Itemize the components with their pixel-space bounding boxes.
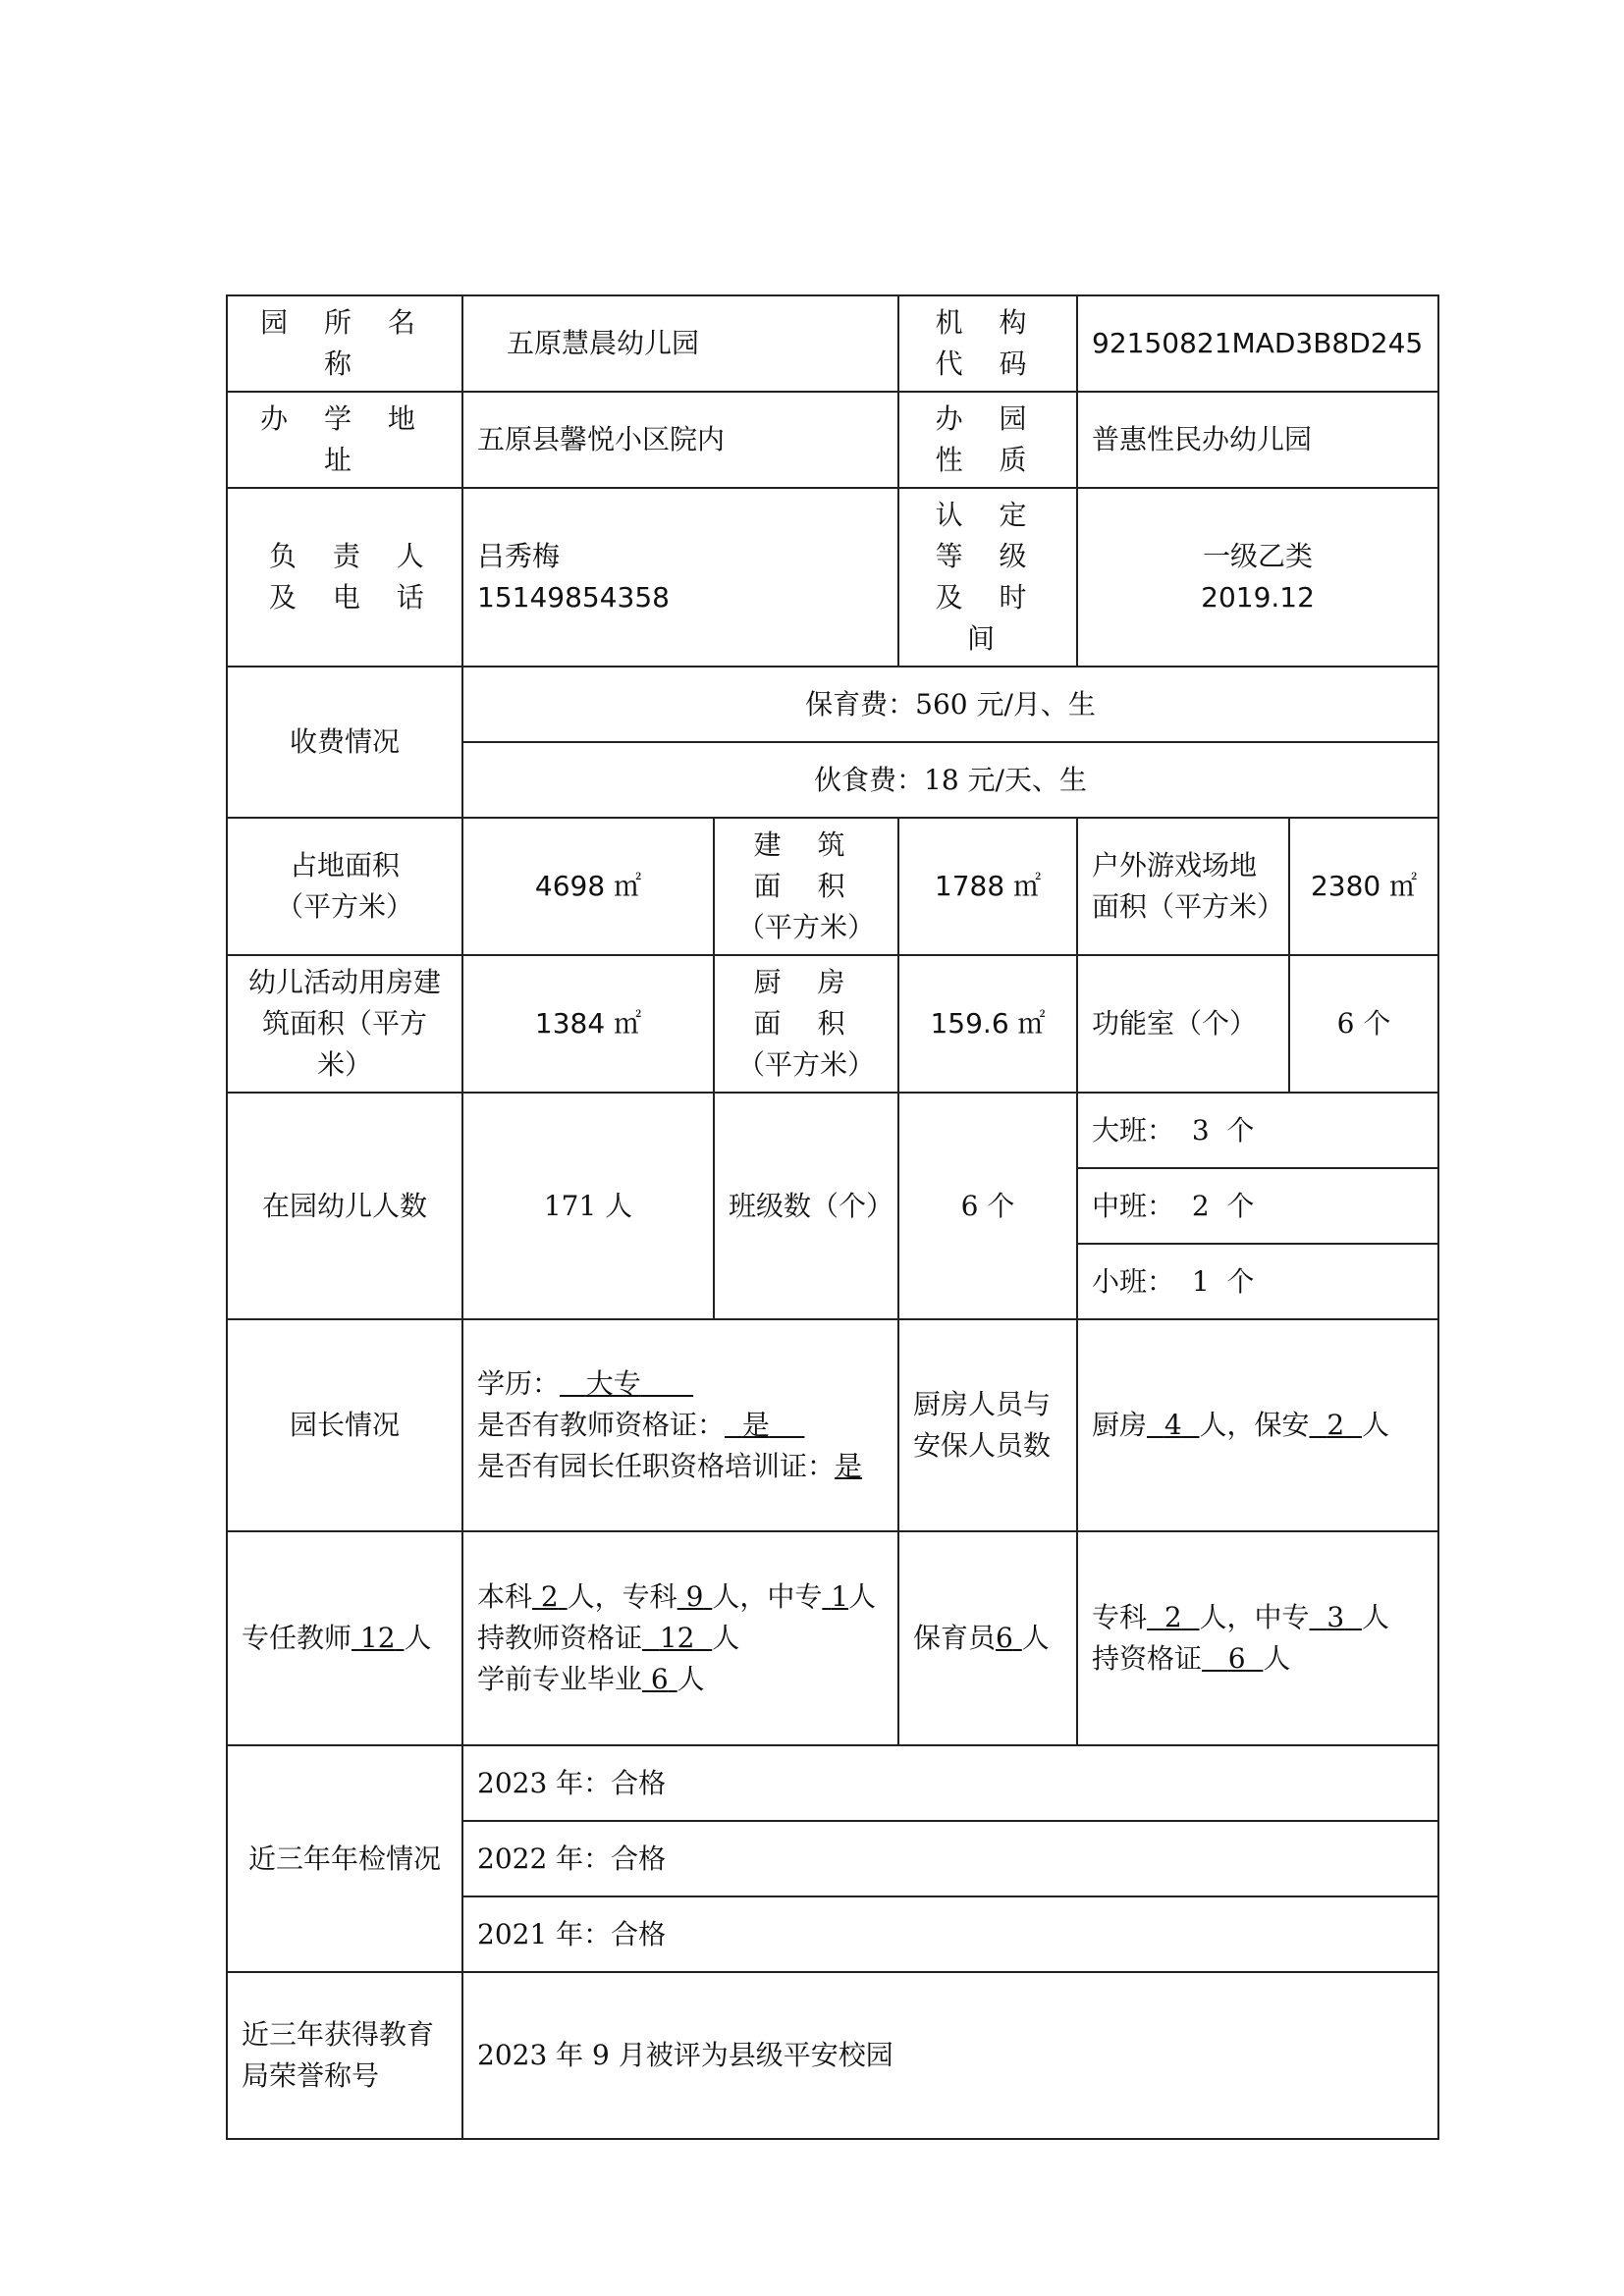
training-cert-prefix: 是否有园长任职资格培训证： [477, 1450, 836, 1482]
nurse-college-prefix: 专科 [1092, 1601, 1148, 1633]
grade-label-line2: 及 时 间 [935, 581, 1041, 655]
education-prefix: 学历： [477, 1367, 561, 1400]
teachers-cert-prefix: 持教师资格证 [477, 1622, 643, 1654]
class-count-value: 6 个 [898, 1093, 1077, 1319]
org-code-value: 92150821MAD3B8D245 [1077, 295, 1438, 392]
honors-label [227, 1972, 462, 2139]
nurses-label [898, 1531, 1077, 1745]
principal-training-cert [477, 1446, 884, 1487]
outdoor-area-label-line1: 户外游戏场地 [1092, 849, 1258, 881]
nurse-college-count: 2 [1164, 1601, 1182, 1633]
inspection-2023: 2023 年：合格 [462, 1745, 1438, 1821]
fees-label: 收费情况 [227, 667, 462, 818]
inspection-2021: 2021 年：合格 [462, 1896, 1438, 1972]
nurses-cert [1092, 1638, 1424, 1680]
function-room-value: 6 个 [1289, 955, 1438, 1093]
education-value: 大专 [585, 1367, 641, 1400]
outdoor-area-label [1077, 818, 1289, 955]
leader-value [462, 488, 898, 667]
staff-label-line2: 安保人员数 [913, 1429, 1052, 1462]
principal-teacher-cert [477, 1405, 884, 1446]
nurses-label-prefix: 保育员 [913, 1622, 997, 1654]
grade-label-line1: 认 定 等 级 [935, 499, 1041, 572]
teacher-cert-value: 是 [741, 1409, 770, 1441]
nurses-details [1077, 1531, 1438, 1745]
secondary-unit: 人 [848, 1580, 877, 1613]
teachers-label [227, 1531, 462, 1745]
nurse-cert-count: 6 [1227, 1642, 1246, 1675]
leader-label-line1: 负 责 人 [269, 540, 438, 572]
teachers-count: 12 [359, 1622, 396, 1654]
bachelor-count: 2 [540, 1580, 559, 1613]
staff-label-line1: 厨房人员与 [913, 1388, 1052, 1420]
meal-fee: 伙食费：18 元/天、生 [462, 742, 1438, 818]
principal-details [462, 1319, 898, 1531]
teachers-details [462, 1531, 898, 1745]
leader-name: 吕秀梅 [477, 540, 561, 572]
outdoor-area-value: 2380 ㎡ [1289, 818, 1438, 955]
address-value: 五原县馨悦小区院内 [462, 392, 898, 488]
nature-value: 普惠性民办幼儿园 [1077, 392, 1438, 488]
teachers-cert-count: 12 [659, 1622, 695, 1654]
teachers-education [477, 1576, 884, 1618]
college-prefix: 人，专科 [567, 1580, 677, 1613]
org-code-label: 机 构 代 码 [898, 295, 1077, 392]
leader-label [227, 488, 462, 667]
building-area-label-line1: 建 筑 面 积 [753, 828, 859, 902]
inspection-2022: 2022 年：合格 [462, 1821, 1438, 1896]
activity-room-label-line1: 幼儿活动用房建 [247, 966, 441, 998]
honors-value: 2023 年 9 月被评为县级平安校园 [462, 1972, 1438, 2139]
preschool-count: 6 [650, 1663, 669, 1695]
land-area-label-line1: 占地面积 [289, 849, 400, 881]
inspection-label: 近三年年检情况 [227, 1745, 462, 1972]
land-area-value: 4698 ㎡ [462, 818, 714, 955]
leader-label-line2: 及 电 话 [269, 581, 438, 614]
activity-room-label [227, 955, 462, 1093]
building-area-label-line2: （平方米） [737, 911, 876, 943]
kindergarten-name-label: 园 所 名 称 [227, 295, 462, 392]
care-fee: 保育费：560 元/月、生 [462, 667, 1438, 742]
preschool-prefix: 学前专业毕业 [477, 1663, 643, 1695]
nurse-secondary-unit: 人 [1361, 1601, 1389, 1633]
nature-label: 办 园 性 质 [898, 392, 1077, 488]
nurses-education [1092, 1597, 1424, 1638]
kindergarten-name-value: 五原慧晨幼儿园 [462, 295, 898, 392]
nurses-unit: 人 [1021, 1622, 1050, 1654]
staff-label [898, 1319, 1077, 1531]
kitchen-area-label [714, 955, 898, 1093]
children-count-label: 在园幼儿人数 [227, 1093, 462, 1319]
children-count-value: 171 人 [462, 1093, 714, 1319]
nurse-cert-prefix: 持资格证 [1092, 1642, 1203, 1675]
grade-level: 一级乙类 [1203, 540, 1314, 572]
principal-label: 园长情况 [227, 1319, 462, 1531]
function-room-label: 功能室（个） [1077, 955, 1289, 1093]
kindergarten-info-table [226, 294, 1439, 2140]
outdoor-area-label-line2: 面积（平方米） [1092, 890, 1285, 923]
teachers-cert [477, 1618, 884, 1659]
teachers-cert-unit: 人 [712, 1622, 740, 1654]
training-cert-value: 是 [835, 1450, 863, 1482]
teachers-unit: 人 [404, 1622, 432, 1654]
activity-room-label-line2: 筑面积（平方米） [261, 1007, 427, 1081]
kitchen-staff-prefix: 厨房 [1092, 1409, 1148, 1441]
staff-unit: 人 [1361, 1409, 1389, 1441]
honors-label-line2: 局荣誉称号 [242, 2059, 380, 2092]
kitchen-area-label-line1: 厨 房 面 积 [753, 966, 859, 1040]
leader-phone: 15149854358 [477, 581, 670, 614]
grade-value [1077, 488, 1438, 667]
nurses-count: 6 [996, 1622, 1013, 1654]
land-area-label-line2: （平方米） [275, 890, 413, 923]
kitchen-area-value: 159.6 ㎡ [898, 955, 1077, 1093]
activity-room-value: 1384 ㎡ [462, 955, 714, 1093]
bachelor-prefix: 本科 [477, 1580, 533, 1613]
secondary-prefix: 人，中专 [712, 1580, 823, 1613]
nurse-secondary-count: 3 [1326, 1601, 1345, 1633]
building-area-value: 1788 ㎡ [898, 818, 1077, 955]
college-count: 9 [685, 1580, 704, 1613]
grade-label [898, 488, 1077, 667]
guard-staff-count: 2 [1326, 1409, 1345, 1441]
staff-value [1077, 1319, 1438, 1531]
principal-education [477, 1363, 884, 1405]
teachers-preschool [477, 1659, 884, 1700]
grade-date: 2019.12 [1201, 581, 1315, 614]
big-class: 大班： 3 个 [1077, 1093, 1438, 1168]
honors-label-line1: 近三年获得教育 [242, 2018, 435, 2051]
secondary-count: 1 [831, 1580, 849, 1613]
preschool-unit: 人 [677, 1663, 705, 1695]
land-area-label [227, 818, 462, 955]
guard-staff-prefix: 人，保安 [1199, 1409, 1310, 1441]
kitchen-area-label-line2: （平方米） [737, 1048, 876, 1081]
building-area-label [714, 818, 898, 955]
middle-class: 中班： 2 个 [1077, 1168, 1438, 1244]
nurse-secondary-prefix: 人，中专 [1199, 1601, 1310, 1633]
teachers-label-prefix: 专任教师 [242, 1622, 352, 1654]
teacher-cert-prefix: 是否有教师资格证： [477, 1409, 726, 1441]
kitchen-staff-count: 4 [1164, 1409, 1182, 1441]
class-count-label: 班级数（个） [714, 1093, 898, 1319]
small-class: 小班： 1 个 [1077, 1244, 1438, 1319]
address-label: 办 学 地 址 [227, 392, 462, 488]
nurse-cert-unit: 人 [1263, 1642, 1291, 1675]
